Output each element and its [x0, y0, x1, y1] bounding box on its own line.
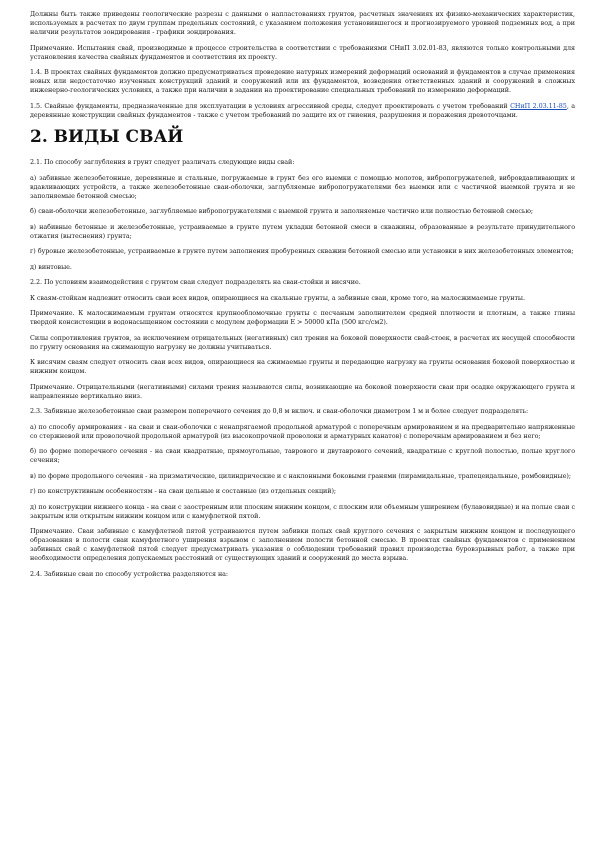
- section-heading: 2. ВИДЫ СВАЙ: [30, 127, 184, 147]
- paragraph-2-3: 2.3. Забивные железобетонные сваи размером поперечного сечения до 0,8 м включ. и сваи-оболочки диаметром 1 м и более следует подразделять:: [30, 407, 529, 415]
- document-page: [30, 10, 575, 585]
- paragraph-2-2: 2.2. По условиям взаимодействия с грунтом сваи следует подразделять на сваи-стойки и висячие.: [30, 278, 361, 286]
- paragraph-1-5: [30, 102, 575, 120]
- list-item-d-screw: д) винтовые.: [30, 262, 72, 271]
- paragraph-2-4: 2.4. Забивные сваи по способу устройства разделяются на:: [30, 569, 229, 578]
- paragraph-2-1: 2.1. По способу заглубления в грунт следует различать следующие виды свай:: [30, 158, 295, 166]
- paragraph-end-bearing-piles: К сваям-стойкам надлежит относить сваи всех видов, опирающиеся на скальные грунты, а забивные сваи, кроме того, на малосжимаемые грунты.: [30, 293, 525, 302]
- list-item-b-shell-piles: б) сваи-оболочки железобетонные, заглубляемые вибропогружателями с выемкой грунта и заполняемые частично или полностью бетонной смесью;: [30, 207, 533, 215]
- list-item-d-lower-end: д) по конструкции нижнего конца - на сваи с заостренным или плоским нижним концом, с плоским или объемным уширением (булавовидные) и на полые сваи с закрытым или открытым нижним концом или с камуфлетной пятой.: [30, 502, 575, 520]
- note-pile-tests: Примечание. Испытания свай, производимые в процессе строительства в соответствии с требованиями СНиП 3.02.01-83, являются только контрольными для установления качества свайных фундаментов и соответствия их проекту.: [30, 43, 575, 61]
- note-negative-friction: Примечание. Отрицательными (негативными) силами трения называются силы, возникающие на боковой поверхности сваи при осадке окружающего грунта и направленные вертикально вниз.: [30, 382, 575, 400]
- note-camouflet-piles: Примечание. Сваи забивные с камуфлетной пятой устраиваются путем забивки полых свай круглого сечения с закрытым нижним концом и последующего образования в полости сваи камуфлетного уширения взрывом с заполнением полости бетонной смесью. В проектах свайных фундаментов с применением забивных свай с камуфлетной пятой следует предусматривать указания о соблюдении требований правил производства буровзрывных работ, а также при необходимости определения допускаемых расстояний от существующих зданий и сооружений до места взрыва.: [30, 527, 575, 562]
- list-item-a-driven: а) забивные железобетонные, деревянные и стальные, погружаемые в грунт без его выемки с помощью молотов, вибропогружателей, вибровдавливающих и вдавливающих устройств, а также железобетонные сваи-оболочки, заглубляемые вибропогружателями без выемки или с частичной выемкой грунта и не заполняемые бетонной смесью;: [30, 173, 575, 200]
- list-item-v-cast-in-place: в) набивные бетонные и железобетонные, устраиваемые в грунте путем укладки бетонной смеси в скважины, образованные в результате принудительного отжатия (вытеснения) грунта;: [30, 222, 575, 240]
- list-item-b-cross-section: б) по форме поперечного сечения - на сваи квадратные, прямоугольные, таврового и двутаврового сечений, квадратные с круглой полостью, полые круглого сечения;: [30, 447, 575, 464]
- list-item-g-design-features: г) по конструктивным особенностям - на сваи цельные и составные (из отдельных секций);: [30, 487, 337, 495]
- list-item-a-reinforcement: а) по способу армирования - на сваи и сваи-оболочки с ненапрягаемой продольной арматурой с поперечным армированием и на предварительно напряженные со стержневой или проволочной продольной арматурой (из высокопрочной проволоки и арматурных канатов) с поперечным армированием и без него;: [30, 422, 575, 440]
- paragraph-friction-piles: К висячим сваям следует относить сваи всех видов, опирающиеся на сжимаемые грунты и передающие нагрузку на грунты основания боковой поверхностью и нижним концом.: [30, 358, 575, 375]
- paragraph-1-5-text-after: , а деревянные конструкции свайных фундаментов - также с учетом требований по защите их от гниения, разрушения и поражения древоточцами.: [30, 101, 575, 119]
- paragraph-resistance-forces: Силы сопротивления грунтов, за исключением отрицательных (негативных) сил трения на боковой поверхности свай-стоек, в расчетах их несущей способности по грунту основания на сжимающую нагрузку не должны учитываться.: [30, 333, 575, 351]
- list-item-g-bored: г) буровые железобетонные, устраиваемые в грунте путем заполнения пробуренных скважин бетонной смесью или установки в них железобетонных элементов;: [30, 247, 574, 255]
- snip-link[interactable]: СНиП 2.03.11-85: [510, 101, 567, 110]
- list-item-v-longitudinal-section: в) по форме продольного сечения - на призматические, цилиндрические и с наклонными боковыми гранями (пирамидальные, трапецеидальные, ромбовидные);: [30, 471, 571, 480]
- paragraph-geologic-sections: Должны быть также приведены геологические разрезы с данными о напластованиях грунтов, расчетных значениях их физико-механических характеристик, используемых в расчетах по двум группам предельных состояний, с указанием положения установившегося и прогнозируемого уровней подземных вод, а при наличии результатов зондирования - графики зондирования.: [30, 10, 575, 36]
- paragraph-1-4: 1.4. В проектах свайных фундаментов должно предусматриваться проведение натурных измерений деформаций оснований и фундаментов в случае применения новых или недостаточно изученных конструкций зданий и сооружений или их фундаментов, возведения ответственных зданий и сооружений в сложных инженерно-геологических условиях, а также при наличии в задании на проектирование специальных требований по измерению деформаций.: [30, 68, 575, 94]
- paragraph-1-5-text-before: 1.5. Свайные фундаменты, предназначенные для эксплуатации в условиях агрессивной среды, следует проектировать с учетом требований: [30, 101, 511, 110]
- note-low-compressible-soils: Примечание. К малосжимаемым грунтам относятся крупнообломочные грунты с песчаным заполнителем средней плотности и плотным, а также глины твердой консистенции в водонасыщенном состоянии с модулем деформации E > 50000 кПа (500 кгс/см2).: [30, 309, 575, 326]
